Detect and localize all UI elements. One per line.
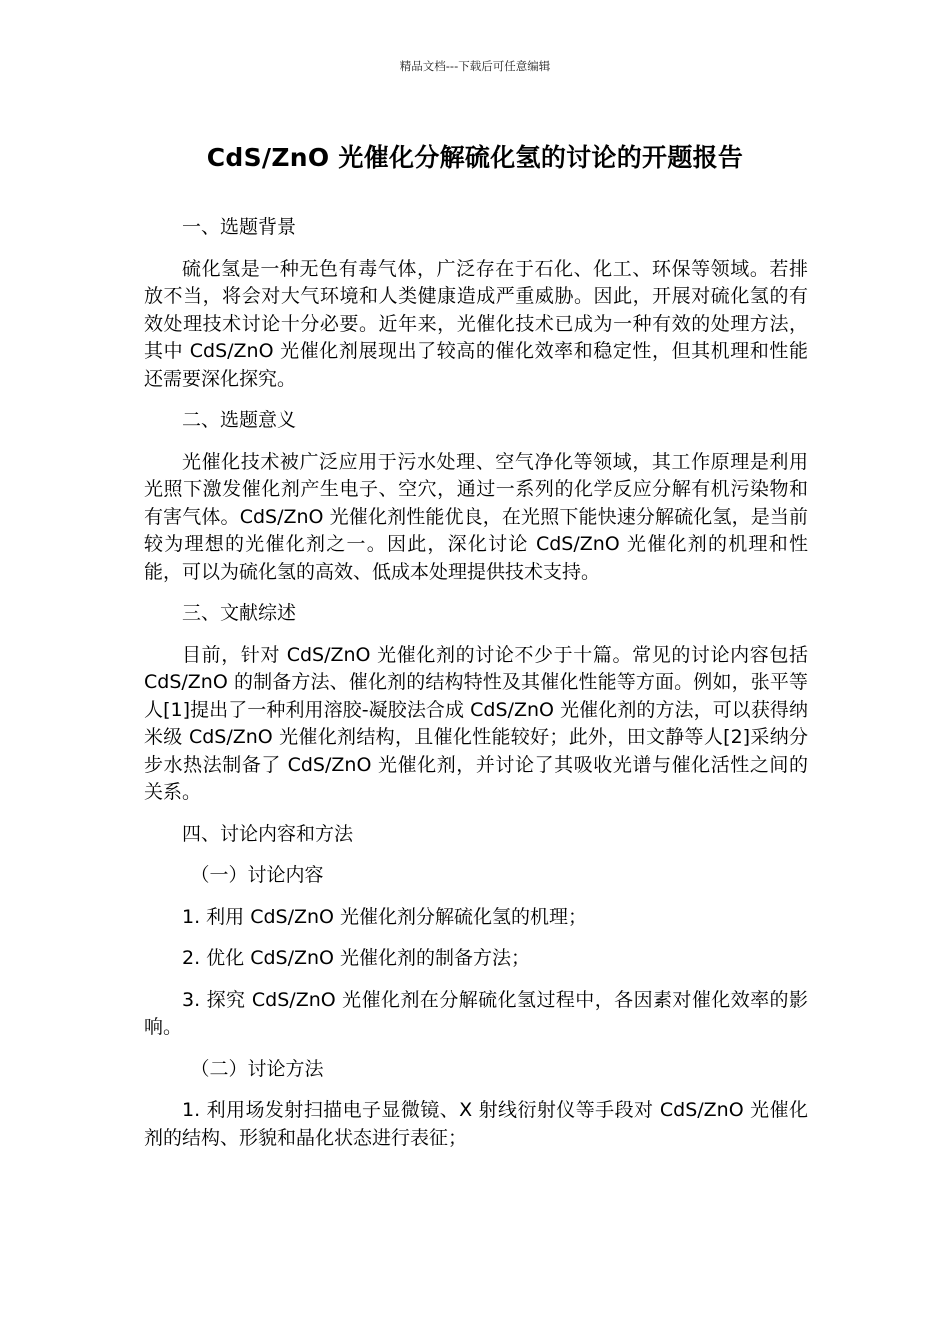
section-heading-content-methods: 四、讨论内容和方法 xyxy=(182,822,354,845)
list-item: 3. 探究 CdS/ZnO 光催化剂在分解硫化氢过程中，各因素对催化效率的影响。 xyxy=(144,988,808,1038)
list-item: 1. 利用 CdS/ZnO 光催化剂分解硫化氢的机理； xyxy=(182,905,588,928)
paragraph-significance: 光催化技术被广泛应用于污水处理、空气净化等领域，其工作原理是利用光照下激发催化剂产生电子、空穴，通过一系列的化学反应分解有机污染物和有害气体。CdS/ZnO 光催化剂性能优良，在光照下能快速分解硫化氢，是当前较为理想的光催化剂之一。因此，深化讨论 CdS/ZnO 光催化剂的机理和性能，可以为硫化氢的高效、低成本处理提供技术支持。 xyxy=(144,450,808,583)
list-item: 1. 利用场发射扫描电子显微镜、X 射线衍射仪等手段对 CdS/ZnO 光催化剂的结构、形貌和晶化状态进行表征； xyxy=(144,1099,808,1149)
document-body xyxy=(144,214,808,1166)
document-title: CdS/ZnO 光催化分解硫化氢的讨论的开题报告 xyxy=(206,143,744,172)
paragraph-literature: 目前，针对 CdS/ZnO 光催化剂的讨论不少于十篇。常见的讨论内容包括 CdS/ZnO 的制备方法、催化剂的结构特性及其催化性能等方面。例如，张平等人[1]提出了一种利用溶胶-凝胶法合成 CdS/ZnO 光催化剂的方法，可以获得纳米级 CdS/ZnO 光催化剂结构，且催化性能较好；此外，田文静等人[2]采纳分步水热法制备了 CdS/ZnO 光催化剂，并讨论了其吸收光谱与催化活性之间的关系。 xyxy=(144,643,808,803)
paragraph-background: 硫化氢是一种无色有毒气体，广泛存在于石化、化工、环保等领域。若排放不当，将会对大气环境和人类健康造成严重威胁。因此，开展对硫化氢的有效处理技术讨论十分必要。近年来，光催化技术已成为一种有效的处理方法，其中 CdS/ZnO 光催化剂展现出了较高的催化效率和稳定性，但其机理和性能还需要深化探究。 xyxy=(144,257,808,390)
list-item: 2. 优化 CdS/ZnO 光催化剂的制备方法； xyxy=(182,947,531,969)
section-heading-literature: 三、文献综述 xyxy=(182,602,297,624)
section-heading-background: 一、选题背景 xyxy=(182,216,297,238)
subheading-methods: （二）讨论方法 xyxy=(190,1057,324,1080)
subheading-content: （一）讨论内容 xyxy=(190,864,324,886)
section-heading-significance: 二、选题意义 xyxy=(182,409,297,431)
page-header: 精品文档---下载后可任意编辑 xyxy=(399,59,551,73)
